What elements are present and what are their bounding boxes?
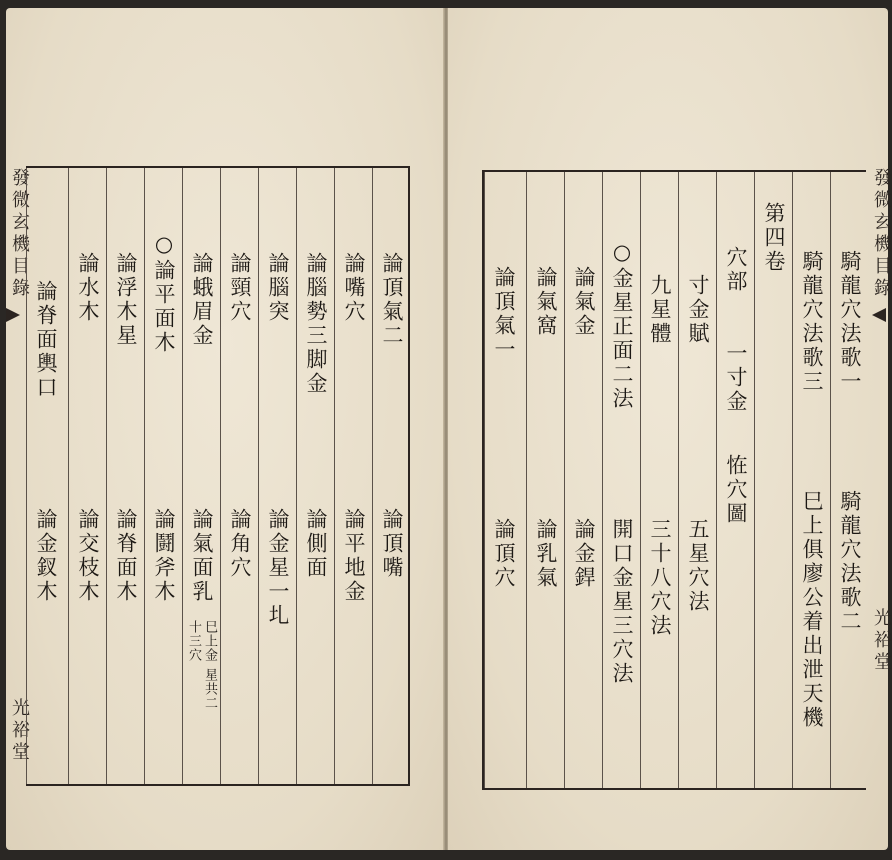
entry-text: 論頸穴 <box>228 252 252 324</box>
left-column-10 <box>26 168 69 784</box>
entry-text: 論金釵木 <box>34 508 58 604</box>
entry-text: 論腦突 <box>266 252 290 324</box>
entry-text: ○金星正面二法 <box>610 240 634 411</box>
right-column-4 <box>716 172 755 788</box>
left-column-9 <box>68 168 107 784</box>
entry-text: 騎龍穴法歌一 <box>838 250 862 394</box>
entry-text: 論鬪斧木 <box>152 508 176 604</box>
left-column-4 <box>258 168 297 784</box>
entry-text: 一寸金 <box>724 342 748 414</box>
entry-text: ○論平面木 <box>152 232 176 355</box>
entry-text: 論頂氣二 <box>380 252 404 348</box>
entry-text: 論浮木星 <box>114 252 138 348</box>
left-column-5 <box>220 168 259 784</box>
right-column-6 <box>640 172 679 788</box>
entry-text: 論角穴 <box>228 508 252 580</box>
entry-note: 巳上金 <box>202 620 217 662</box>
right-column-10 <box>484 172 527 788</box>
left-margin-publisher: 光裕堂 <box>9 698 30 764</box>
right-text-frame <box>482 170 866 790</box>
left-page <box>6 8 444 850</box>
entry-text: 論頂氣一 <box>492 266 516 362</box>
entry-text: 寸金賦 <box>686 274 710 346</box>
right-column-7 <box>602 172 641 788</box>
entry-text: 三十八穴法 <box>648 518 672 638</box>
entry-text: 論氣金 <box>572 266 596 338</box>
entry-text: 騎龍穴法歌三 <box>800 250 824 394</box>
entry-text: 論腦勢三脚金 <box>304 252 328 396</box>
entry-text: 恠穴圖 <box>724 454 748 526</box>
right-column-1 <box>830 172 869 788</box>
right-page <box>448 8 892 850</box>
left-text-frame <box>26 166 410 786</box>
right-column-2 <box>792 172 831 788</box>
left-margin-title: 發微玄機目錄 <box>9 168 30 300</box>
left-column-7 <box>144 168 183 784</box>
entry-text: 論金銲 <box>572 518 596 590</box>
entry-text: 巳上俱廖公着出泄天機 <box>800 490 824 730</box>
right-column-5 <box>678 172 717 788</box>
right-margin-publisher: 光裕堂 <box>871 608 892 674</box>
entry-text: 騎龍穴法歌二 <box>838 490 862 634</box>
left-column-6 <box>182 168 221 784</box>
entry-text: 論金星一圠 <box>266 508 290 628</box>
entry-text: 論頂嘴 <box>380 508 404 580</box>
entry-text: 第四卷 <box>762 202 786 274</box>
right-column-9 <box>526 172 565 788</box>
entry-text: 論蛾眉金 <box>190 252 214 348</box>
entry-text: 論氣窩 <box>534 266 558 338</box>
left-column-2 <box>334 168 373 784</box>
right-column-8 <box>564 172 603 788</box>
entry-note: 星共二 <box>202 668 217 710</box>
entry-text: 論平地金 <box>342 508 366 604</box>
entry-text: 論側面 <box>304 508 328 580</box>
fish-tail-mark <box>872 308 886 322</box>
entry-text: 論脊面木 <box>114 508 138 604</box>
entry-text: 論頂穴 <box>492 518 516 590</box>
right-margin-title: 發微玄機目錄 <box>871 168 892 300</box>
right-column-3 <box>754 172 793 788</box>
left-column-8 <box>106 168 145 784</box>
entry-text: 論脊面輿口 <box>34 280 58 400</box>
entry-text: 穴部 <box>724 246 748 294</box>
entry-text: 論水木 <box>76 252 100 324</box>
left-column-1 <box>372 168 411 784</box>
entry-text: 論乳氣 <box>534 518 558 590</box>
entry-text: 九星體 <box>648 274 672 346</box>
entry-note: 十三穴 <box>186 620 201 662</box>
entry-text: 論氣面乳 <box>190 508 214 604</box>
entry-text: 開口金星三穴法 <box>610 518 634 686</box>
fish-tail-mark <box>6 308 20 322</box>
entry-text: 五星穴法 <box>686 518 710 614</box>
left-column-3 <box>296 168 335 784</box>
entry-text: 論交枝木 <box>76 508 100 604</box>
entry-text: 論嘴穴 <box>342 252 366 324</box>
